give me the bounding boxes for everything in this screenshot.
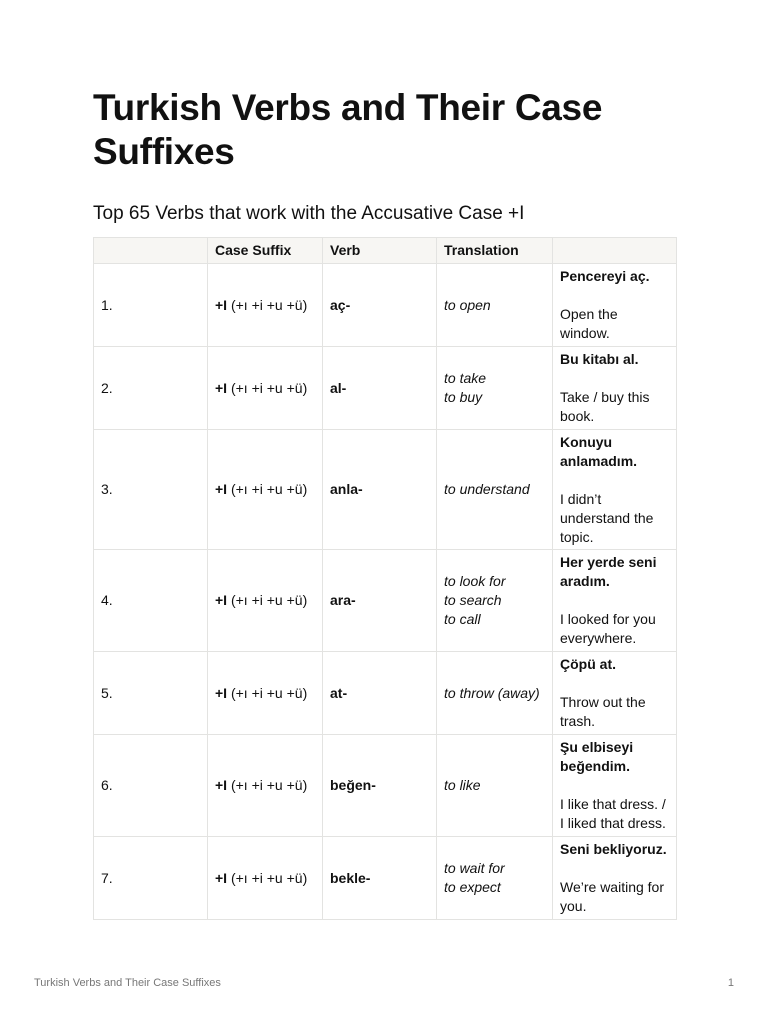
case-suffix-cell [208, 264, 323, 347]
example-english: Open the window. [560, 306, 618, 341]
example-english: I looked for you everywhere. [560, 611, 656, 646]
footer-document-title: Turkish Verbs and Their Case Suffixes [34, 977, 221, 989]
table-row [94, 347, 677, 430]
verb-cell: beğen- [323, 735, 437, 837]
example-cell [553, 430, 677, 550]
case-suffix-cell [208, 837, 323, 920]
example-cell [553, 735, 677, 837]
column-header-case-suffix: Case Suffix [208, 238, 323, 264]
example-english: I didn’t understand the topic. [560, 490, 654, 545]
verb-cell: anla- [323, 430, 437, 550]
translation-cell: to look for to search to call [437, 550, 553, 652]
translation-cell: to throw (away) [437, 652, 553, 735]
translation-cell: to take to buy [437, 347, 553, 430]
suffix-variants: (+ı +i +u +ü) [227, 777, 308, 793]
case-suffix-cell [208, 735, 323, 837]
verb-cell: ara- [323, 550, 437, 652]
case-suffix-cell [208, 430, 323, 550]
verb-cell: bekle- [323, 837, 437, 920]
row-number: 1. [94, 264, 208, 347]
suffix-main: +I [215, 296, 228, 313]
suffix-main: +I [215, 379, 228, 396]
example-english: Take / buy this book. [560, 389, 650, 424]
case-suffix-cell [208, 550, 323, 652]
suffix-variants: (+ı +i +u +ü) [227, 481, 308, 497]
example-english: We’re waiting for you. [560, 879, 665, 914]
example-cell [553, 837, 677, 920]
suffix-variants: (+ı +i +u +ü) [227, 869, 308, 886]
verb-cell: al- [323, 347, 437, 430]
example-turkish: Pencereyi aç. [560, 268, 650, 284]
suffix-main: +I [215, 481, 228, 497]
translation-cell: to wait for to expect [437, 837, 553, 920]
column-header-example [553, 238, 677, 264]
case-suffix-cell [208, 347, 323, 430]
section-title: Top 65 Verbs that work with the Accusative Case +I [93, 203, 525, 224]
translation-cell: to open [437, 264, 553, 347]
row-number: 6. [94, 735, 208, 837]
verb-cell: aç- [323, 264, 437, 347]
suffix-variants: (+ı +i +u +ü) [227, 296, 308, 313]
row-number: 3. [94, 430, 208, 550]
page-number: 1 [727, 977, 734, 989]
example-english: I like that dress. / I liked that dress. [560, 796, 666, 831]
suffix-main: +I [215, 592, 228, 608]
row-number: 4. [94, 550, 208, 652]
table-row [94, 264, 677, 347]
table-header-row [94, 238, 677, 264]
table-row [94, 652, 677, 735]
suffix-main: +I [215, 869, 228, 886]
example-turkish: Her yerde seni aradım. [560, 554, 657, 589]
suffix-variants: (+ı +i +u +ü) [227, 379, 308, 396]
example-turkish: Bu kitabı al. [560, 351, 639, 367]
example-turkish: Çöpü at. [560, 656, 616, 672]
table-row [94, 550, 677, 652]
row-number: 7. [94, 837, 208, 920]
example-english: Throw out the trash. [560, 694, 646, 729]
suffix-variants: (+ı +i +u +ü) [227, 592, 308, 608]
page-title: Turkish Verbs and Their Case Suffixes [93, 87, 603, 172]
column-header-translation: Translation [437, 238, 553, 264]
example-turkish: Konuyu anlamadım. [560, 433, 638, 469]
table-row [94, 430, 677, 550]
suffix-variants: (+ı +i +u +ü) [227, 684, 308, 701]
example-turkish: Seni bekliyoruz. [560, 841, 667, 857]
row-number: 5. [94, 652, 208, 735]
example-cell [553, 347, 677, 430]
verb-cell: at- [323, 652, 437, 735]
verbs-table [93, 237, 677, 920]
translation-cell: to like [437, 735, 553, 837]
example-cell [553, 550, 677, 652]
translation-cell: to understand [437, 430, 553, 550]
example-cell [553, 264, 677, 347]
column-header-number [94, 238, 208, 264]
suffix-main: +I [215, 777, 228, 793]
example-turkish: Şu elbiseyi beğendim. [560, 739, 634, 774]
column-header-verb: Verb [323, 238, 437, 264]
table-row [94, 735, 677, 837]
example-cell [553, 652, 677, 735]
row-number: 2. [94, 347, 208, 430]
suffix-main: +I [215, 684, 228, 701]
case-suffix-cell [208, 652, 323, 735]
table-row [94, 837, 677, 920]
